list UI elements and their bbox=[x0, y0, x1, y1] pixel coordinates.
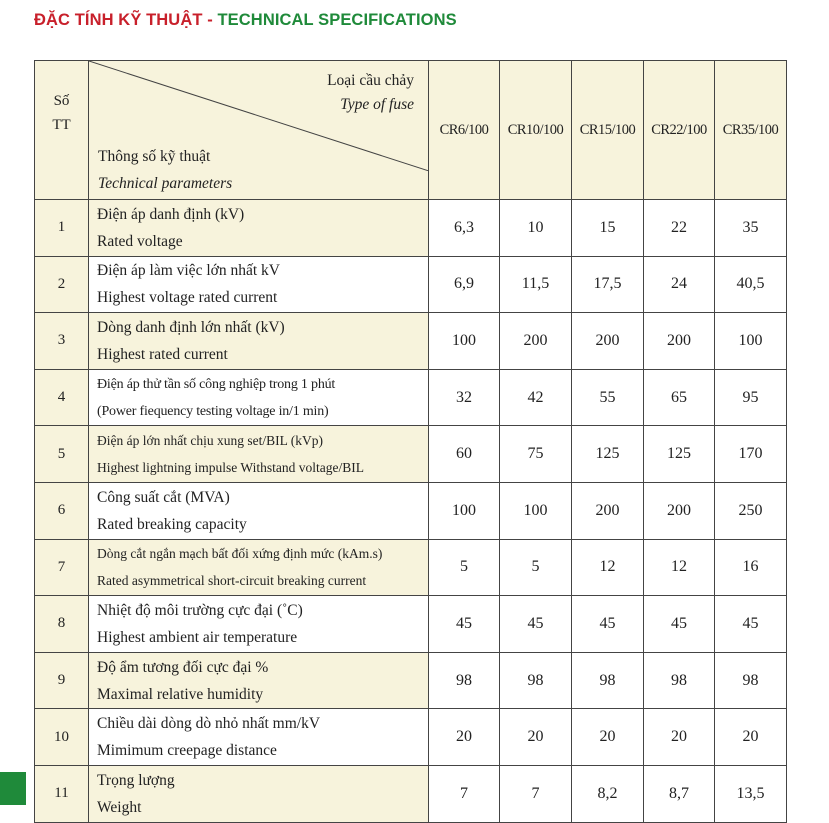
row-parameter bbox=[89, 313, 429, 370]
table-row bbox=[35, 200, 787, 257]
row-parameter bbox=[89, 256, 429, 313]
row-param-en: Highest lightning impulse Withstand voltage/BIL bbox=[97, 460, 364, 476]
row-value: 95 bbox=[715, 369, 787, 426]
table-row bbox=[35, 482, 787, 539]
row-value: 98 bbox=[644, 652, 715, 709]
row-value: 32 bbox=[429, 369, 500, 426]
title-en: TECHNICAL SPECIFICATIONS bbox=[217, 11, 457, 29]
row-value: 45 bbox=[500, 596, 572, 653]
row-value: 17,5 bbox=[572, 256, 644, 313]
row-param-vi: Điện áp lớn nhất chịu xung set/BIL (kVp) bbox=[97, 433, 323, 449]
row-param-en: Highest ambient air temperature bbox=[97, 628, 298, 646]
page-corner-tab bbox=[0, 772, 26, 805]
row-value: 100 bbox=[429, 313, 500, 370]
table-row bbox=[35, 765, 787, 822]
header-row bbox=[35, 61, 787, 200]
row-param-en: Rated breaking capacity bbox=[97, 515, 247, 533]
row-value: 6,3 bbox=[429, 200, 500, 257]
row-parameter bbox=[89, 765, 429, 822]
row-value: 98 bbox=[429, 652, 500, 709]
row-number: 9 bbox=[35, 652, 89, 709]
row-value: 45 bbox=[572, 596, 644, 653]
row-value: 24 bbox=[644, 256, 715, 313]
column-header: CR10/100 bbox=[500, 61, 572, 200]
row-value: 5 bbox=[500, 539, 572, 596]
row-value: 20 bbox=[644, 709, 715, 766]
row-parameter bbox=[89, 709, 429, 766]
column-header: CR35/100 bbox=[715, 61, 787, 200]
column-header: CR6/100 bbox=[429, 61, 500, 200]
row-param-en: Rated voltage bbox=[97, 232, 183, 250]
row-value: 8,2 bbox=[572, 765, 644, 822]
row-value: 200 bbox=[644, 482, 715, 539]
row-param-en: Highest voltage rated current bbox=[97, 289, 278, 307]
header-no-line2: TT bbox=[52, 117, 71, 133]
row-param-en: (Power fiequency testing voltage in/1 min) bbox=[97, 403, 329, 419]
row-value: 75 bbox=[500, 426, 572, 483]
row-number: 1 bbox=[35, 200, 89, 257]
column-header: CR15/100 bbox=[572, 61, 644, 200]
fuse-type-label bbox=[327, 69, 414, 117]
row-number: 8 bbox=[35, 596, 89, 653]
row-value: 200 bbox=[500, 313, 572, 370]
row-parameter bbox=[89, 652, 429, 709]
title-vi: ĐẶC TÍNH KỸ THUẬT - bbox=[34, 11, 213, 29]
table-row bbox=[35, 652, 787, 709]
row-value: 65 bbox=[644, 369, 715, 426]
row-param-en: Maximal relative humidity bbox=[97, 685, 264, 703]
row-value: 20 bbox=[572, 709, 644, 766]
row-value: 170 bbox=[715, 426, 787, 483]
param-vi: Thông số kỹ thuật bbox=[98, 148, 211, 165]
table-row bbox=[35, 369, 787, 426]
row-param-vi: Nhiệt độ môi trường cực đại (˚C) bbox=[97, 601, 303, 619]
row-number: 11 bbox=[35, 765, 89, 822]
row-value: 100 bbox=[500, 482, 572, 539]
header-diagonal-cell bbox=[89, 61, 429, 200]
row-parameter bbox=[89, 482, 429, 539]
row-value: 45 bbox=[644, 596, 715, 653]
row-param-vi: Điện áp làm việc lớn nhất kV bbox=[97, 262, 280, 280]
row-number: 2 bbox=[35, 256, 89, 313]
row-value: 42 bbox=[500, 369, 572, 426]
row-parameter bbox=[89, 539, 429, 596]
row-param-vi: Độ ẩm tương đối cực đại % bbox=[97, 658, 269, 676]
row-value: 45 bbox=[715, 596, 787, 653]
row-param-vi: Công suất cắt (MVA) bbox=[97, 488, 230, 506]
table-row bbox=[35, 596, 787, 653]
row-value: 11,5 bbox=[500, 256, 572, 313]
row-value: 10 bbox=[500, 200, 572, 257]
row-param-vi: Điện áp thử tần số công nghiệp trong 1 phút bbox=[97, 376, 336, 392]
row-param-vi: Dòng danh định lớn nhất (kV) bbox=[97, 318, 285, 336]
row-value: 40,5 bbox=[715, 256, 787, 313]
row-param-vi: Trọng lượng bbox=[97, 771, 175, 789]
row-number: 10 bbox=[35, 709, 89, 766]
row-value: 45 bbox=[429, 596, 500, 653]
row-value: 250 bbox=[715, 482, 787, 539]
table-row bbox=[35, 426, 787, 483]
row-parameter bbox=[89, 596, 429, 653]
row-value: 12 bbox=[572, 539, 644, 596]
row-number: 6 bbox=[35, 482, 89, 539]
row-value: 8,7 bbox=[644, 765, 715, 822]
row-value: 20 bbox=[500, 709, 572, 766]
row-value: 20 bbox=[715, 709, 787, 766]
fuse-type-en: Type of fuse bbox=[340, 96, 414, 113]
column-header: CR22/100 bbox=[644, 61, 715, 200]
row-parameter bbox=[89, 426, 429, 483]
row-parameter bbox=[89, 200, 429, 257]
row-param-vi: Dòng cắt ngắn mạch bất đối xứng định mức (kAm.s) bbox=[97, 546, 383, 562]
row-param-en: Weight bbox=[97, 798, 142, 816]
param-label bbox=[98, 143, 232, 197]
row-value: 200 bbox=[572, 313, 644, 370]
row-value: 12 bbox=[644, 539, 715, 596]
row-value: 7 bbox=[500, 765, 572, 822]
row-value: 55 bbox=[572, 369, 644, 426]
row-number: 5 bbox=[35, 426, 89, 483]
row-param-en: Highest rated current bbox=[97, 345, 228, 363]
row-value: 5 bbox=[429, 539, 500, 596]
row-value: 35 bbox=[715, 200, 787, 257]
table-row bbox=[35, 709, 787, 766]
param-en: Technical parameters bbox=[98, 175, 233, 192]
row-value: 200 bbox=[572, 482, 644, 539]
row-value: 20 bbox=[429, 709, 500, 766]
row-value: 125 bbox=[644, 426, 715, 483]
table-row bbox=[35, 539, 787, 596]
fuse-type-vi: Loại cầu chảy bbox=[327, 72, 414, 89]
row-value: 13,5 bbox=[715, 765, 787, 822]
header-no-line1: Số bbox=[53, 93, 70, 109]
row-value: 98 bbox=[500, 652, 572, 709]
row-value: 15 bbox=[572, 200, 644, 257]
page-title bbox=[34, 11, 457, 30]
row-value: 98 bbox=[572, 652, 644, 709]
table-row bbox=[35, 313, 787, 370]
row-value: 6,9 bbox=[429, 256, 500, 313]
row-value: 98 bbox=[715, 652, 787, 709]
row-value: 16 bbox=[715, 539, 787, 596]
row-number: 3 bbox=[35, 313, 89, 370]
header-no bbox=[35, 61, 89, 200]
row-param-vi: Chiều dài dòng dò nhỏ nhất mm/kV bbox=[97, 715, 321, 733]
row-number: 7 bbox=[35, 539, 89, 596]
row-value: 125 bbox=[572, 426, 644, 483]
row-value: 100 bbox=[429, 482, 500, 539]
spec-table bbox=[34, 60, 787, 823]
row-param-en: Rated asymmetrical short-circuit breaking current bbox=[97, 573, 367, 589]
row-parameter bbox=[89, 369, 429, 426]
row-value: 7 bbox=[429, 765, 500, 822]
row-param-en: Mimimum creepage distance bbox=[97, 742, 277, 760]
table-row bbox=[35, 256, 787, 313]
row-value: 100 bbox=[715, 313, 787, 370]
row-value: 200 bbox=[644, 313, 715, 370]
row-number: 4 bbox=[35, 369, 89, 426]
row-param-vi: Điện áp danh định (kV) bbox=[97, 205, 245, 223]
row-value: 60 bbox=[429, 426, 500, 483]
row-value: 22 bbox=[644, 200, 715, 257]
